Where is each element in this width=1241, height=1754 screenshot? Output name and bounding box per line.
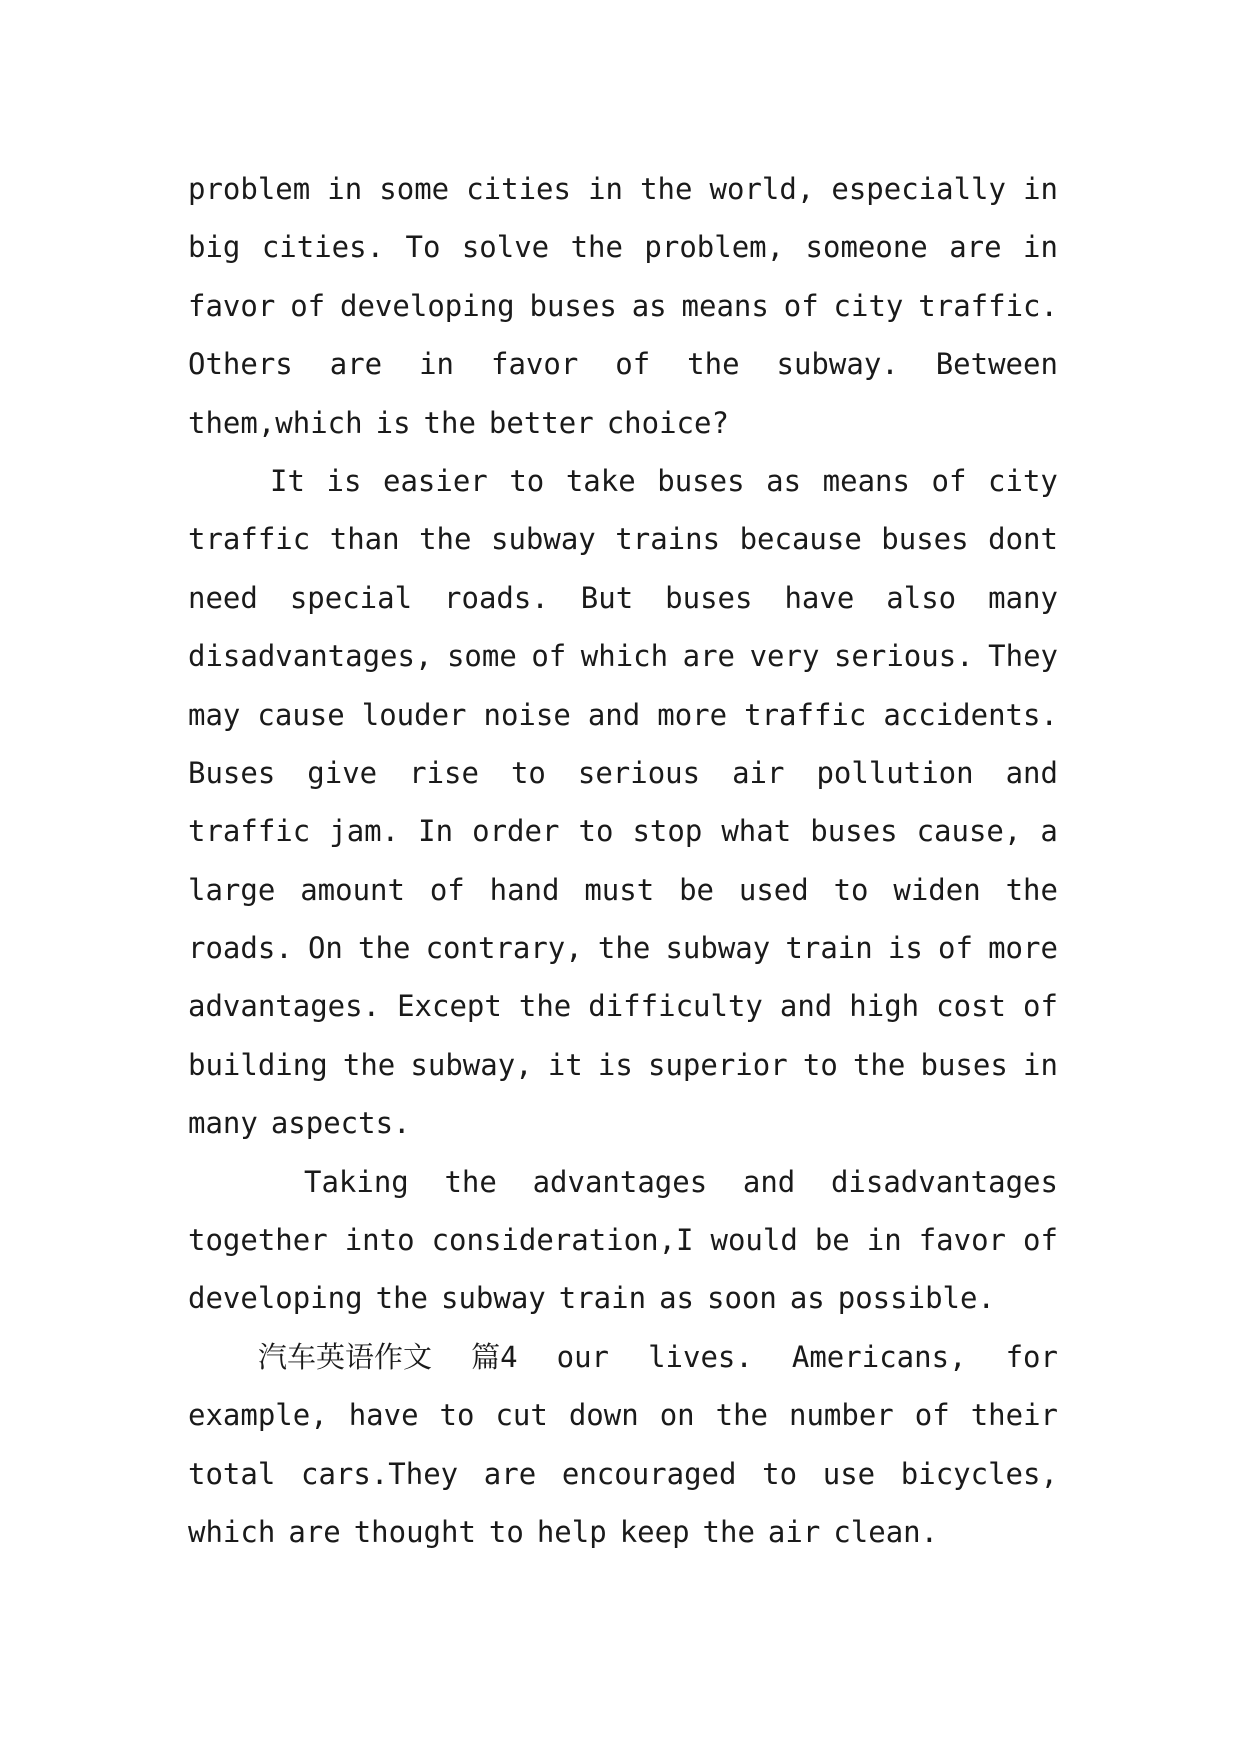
word: cities. [261, 230, 385, 265]
word: trains [615, 522, 721, 557]
word: the [1005, 872, 1058, 907]
word: thought [353, 1514, 476, 1549]
text-line [188, 335, 1058, 393]
word: in [866, 1223, 902, 1258]
word: the [342, 1047, 396, 1082]
word: and [742, 1164, 796, 1199]
word: our [556, 1339, 609, 1374]
word: in [1023, 1047, 1058, 1082]
word: in [419, 347, 455, 382]
word: as [659, 1281, 694, 1316]
word: and [779, 989, 833, 1024]
word: especially [831, 172, 1006, 206]
word: are [483, 1456, 537, 1491]
word: are [329, 347, 383, 382]
word: favor [490, 347, 579, 382]
text-line [188, 218, 1058, 276]
word: developing [340, 288, 515, 323]
word: cost [936, 989, 1006, 1024]
word: would [710, 1223, 798, 1258]
word: more [988, 931, 1058, 966]
word: roads. [188, 931, 293, 966]
text-line [188, 686, 1058, 744]
word: of [937, 931, 973, 966]
word: Between [935, 347, 1058, 382]
word: are [949, 230, 1002, 265]
word: problem, [644, 230, 785, 265]
word: advantages. [188, 989, 381, 1024]
word: means [681, 288, 769, 323]
word: world, [709, 172, 815, 206]
word: subway [491, 522, 596, 557]
word: easier [383, 463, 488, 498]
word: choice? [606, 405, 729, 440]
word: because [739, 522, 862, 557]
word: cause, [916, 814, 1022, 849]
word: cut [495, 1398, 548, 1433]
word: jam. [329, 814, 400, 849]
word: consideration,I [431, 1223, 694, 1258]
word: traffic. [918, 288, 1058, 323]
word: which [188, 1514, 276, 1549]
word: need [188, 580, 258, 615]
word: many [988, 580, 1058, 615]
text-line [188, 1445, 1058, 1503]
word: may [188, 697, 241, 732]
word: have [784, 580, 855, 615]
word: difficulty [588, 989, 763, 1024]
word: hand [489, 872, 560, 907]
word: 汽车英语作文 [258, 1339, 433, 1374]
word: give [307, 755, 378, 790]
word: rise [409, 755, 479, 790]
word: serious [577, 755, 701, 790]
word: to [762, 1456, 798, 1491]
word: soon [707, 1281, 777, 1316]
word: serious. [833, 639, 974, 674]
word: is [326, 463, 362, 498]
word: large [188, 872, 276, 907]
word: are [288, 1514, 341, 1549]
word: big [188, 230, 241, 265]
word: for [1005, 1339, 1058, 1374]
word: train [785, 931, 873, 966]
text-line [188, 627, 1058, 685]
text-line [188, 919, 1058, 977]
word: air [767, 1514, 821, 1549]
word: as [766, 463, 802, 498]
word: of [1023, 1223, 1058, 1258]
text-line [188, 452, 1058, 510]
word: accidents. [883, 697, 1058, 732]
word: in [327, 172, 363, 206]
word: some [446, 639, 517, 674]
word: roads. [444, 580, 549, 615]
word: be [679, 872, 714, 907]
word: encouraged [561, 1456, 737, 1491]
word: is [375, 405, 411, 440]
word: Except [397, 989, 502, 1024]
word: amount [300, 872, 405, 907]
text-line [188, 277, 1058, 335]
word: to [802, 1047, 838, 1082]
word: number [789, 1398, 894, 1433]
word: the [687, 347, 740, 382]
word: contrary, [425, 931, 583, 966]
word: keep [619, 1514, 690, 1549]
word: help [536, 1514, 607, 1549]
word: It [270, 463, 305, 498]
word: stop [632, 814, 703, 849]
word: very [749, 639, 820, 674]
word: 篇4 [471, 1339, 518, 1374]
word: In [418, 814, 454, 849]
word: favor [918, 1223, 1006, 1258]
word: traffic [188, 522, 311, 557]
word: high [849, 989, 920, 1024]
text-line [188, 510, 1058, 568]
word: the [423, 405, 476, 440]
word: louder [361, 697, 467, 732]
word: On [307, 931, 343, 966]
word: many [188, 1106, 258, 1141]
word: of [1023, 989, 1058, 1024]
word: solve [461, 230, 550, 265]
word: it [547, 1047, 583, 1082]
word: buses [665, 580, 753, 615]
word: example, [188, 1398, 328, 1433]
word: the [597, 931, 651, 966]
word: They [988, 639, 1058, 674]
word: into [344, 1223, 415, 1258]
text-line [188, 569, 1058, 627]
word: some [379, 172, 450, 206]
word: bicycles, [900, 1456, 1058, 1491]
word: the [715, 1398, 768, 1433]
word: in [1023, 172, 1058, 206]
word: special [289, 580, 413, 615]
word: the [358, 931, 411, 966]
word: must [584, 872, 655, 907]
word: to [439, 1398, 475, 1433]
word: cities [466, 172, 571, 206]
word: lives. [648, 1339, 753, 1374]
word: Buses [188, 755, 276, 790]
word: total [188, 1456, 276, 1491]
word: and [587, 697, 641, 732]
word: building [188, 1047, 328, 1082]
word: widen [893, 872, 981, 907]
word: means [822, 463, 910, 498]
text-line [188, 1503, 1058, 1561]
word: than [329, 522, 400, 557]
word: buses [810, 814, 898, 849]
word: to [578, 814, 614, 849]
word: of [615, 347, 651, 382]
word: aspects. [270, 1106, 411, 1141]
word: to [833, 872, 869, 907]
word: But [580, 580, 634, 615]
word: Americans, [791, 1339, 967, 1374]
text-line [188, 160, 1058, 218]
word: subway. [776, 347, 899, 382]
word: pollution [816, 755, 974, 790]
word: possible. [837, 1281, 995, 1316]
word: disadvantages [830, 1164, 1058, 1199]
word: problem [188, 172, 311, 206]
text-line [188, 802, 1058, 860]
text-line [188, 1386, 1058, 1444]
word: have [348, 1398, 419, 1433]
text-line [188, 1328, 1058, 1386]
word: buses [881, 522, 969, 557]
word: used [738, 872, 809, 907]
word: Taking [304, 1164, 409, 1199]
word: use [822, 1456, 876, 1491]
word: better [488, 405, 594, 440]
word: the [444, 1164, 497, 1199]
word: dont [988, 522, 1058, 557]
word: disadvantages, [188, 639, 433, 674]
word: of [290, 288, 326, 323]
word: cars.They [300, 1456, 459, 1491]
word: of [531, 639, 567, 674]
word: superior [648, 1047, 788, 1082]
word: the [640, 172, 693, 206]
word: buses [657, 463, 745, 498]
word: take [565, 463, 636, 498]
word: down [568, 1398, 639, 1433]
word: subway [665, 931, 771, 966]
word: them,which [188, 405, 363, 440]
word: train [558, 1281, 647, 1316]
word: the [375, 1281, 428, 1316]
word: to [509, 463, 545, 498]
text-line [188, 744, 1058, 802]
text-line [188, 977, 1058, 1035]
word: city [833, 288, 904, 323]
word: also [886, 580, 957, 615]
word: of [783, 288, 819, 323]
word: cause [257, 697, 345, 732]
word: as [631, 288, 667, 323]
word: of [429, 872, 465, 907]
word: subway, [410, 1047, 533, 1082]
word: what [721, 814, 792, 849]
word: of [914, 1398, 950, 1433]
word: their [970, 1398, 1058, 1433]
word: a [1040, 814, 1058, 849]
word: advantages [532, 1164, 708, 1199]
word: To [405, 230, 441, 265]
text-line [188, 1036, 1058, 1094]
word: are [682, 639, 736, 674]
word: city [988, 463, 1058, 498]
word: is [597, 1047, 633, 1082]
word: together [188, 1223, 328, 1258]
word: the [570, 230, 623, 265]
word: buses [920, 1047, 1008, 1082]
word: order [472, 814, 560, 849]
text-line [188, 1269, 1058, 1327]
word: traffic [744, 697, 867, 732]
word: Others [188, 347, 293, 382]
text-line [188, 861, 1058, 919]
word: someone [805, 230, 928, 265]
word: favor [188, 288, 276, 323]
text-line [188, 394, 1058, 452]
word: as [789, 1281, 825, 1316]
word: and [1005, 755, 1058, 790]
word: noise [483, 697, 571, 732]
word: air [732, 755, 785, 790]
word: on [659, 1398, 695, 1433]
word: developing [188, 1281, 363, 1316]
word: to [488, 1514, 524, 1549]
word: buses [529, 288, 617, 323]
word: the [852, 1047, 906, 1082]
word: more [657, 697, 728, 732]
text-line [188, 1153, 1058, 1211]
word: the [702, 1514, 755, 1549]
word: traffic [188, 814, 311, 849]
word: subway [441, 1281, 546, 1316]
word: of [931, 463, 967, 498]
word: which [580, 639, 669, 674]
text-line [188, 1211, 1058, 1269]
word: be [814, 1223, 850, 1258]
word: in [1023, 230, 1058, 265]
document-body [188, 160, 1058, 1561]
text-line [188, 1094, 1058, 1152]
word: clean. [833, 1514, 939, 1549]
word: the [419, 522, 472, 557]
word: to [510, 755, 546, 790]
word: is [887, 931, 923, 966]
word: in [588, 172, 623, 206]
word: the [518, 989, 572, 1024]
